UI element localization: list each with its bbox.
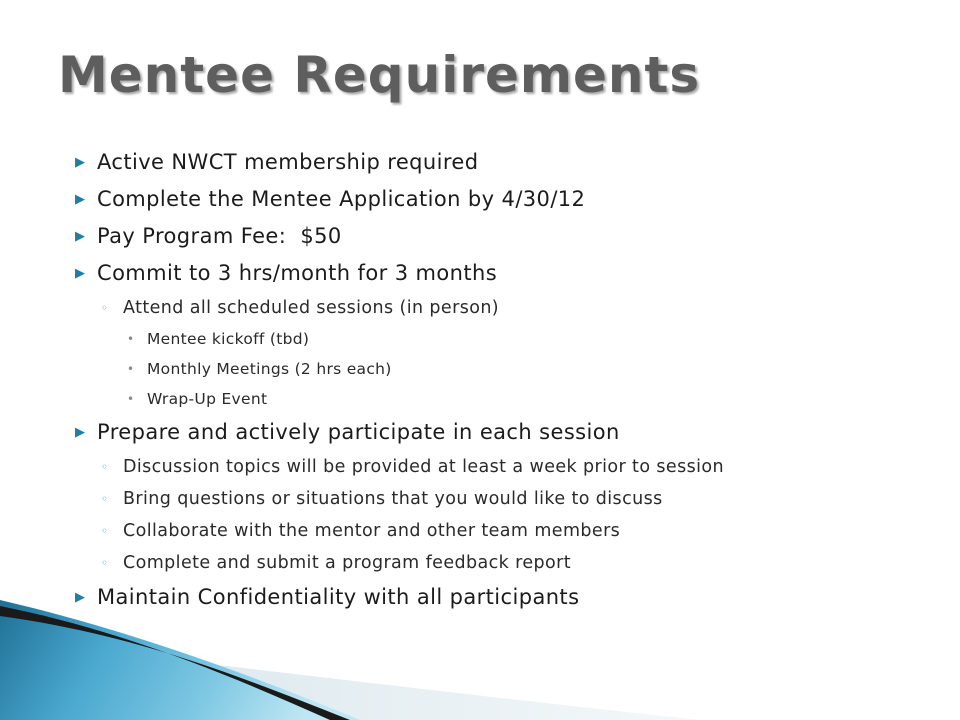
arrow-bullet-icon: ▶ <box>75 425 86 440</box>
bullet-item <box>75 579 935 616</box>
sub-bullet-item <box>75 547 935 579</box>
sub-sub-bullet-item <box>75 354 935 384</box>
arrow-bullet-icon: ▶ <box>75 155 86 170</box>
bullet-text: Monthly Meetings (2 hrs each) <box>147 360 392 378</box>
bullet-text: Prepare and actively participate in each session <box>97 420 620 444</box>
arrow-bullet-icon: ▶ <box>75 229 86 244</box>
slide-title: Mentee Requirements <box>58 46 701 104</box>
dot-bullet-icon: • <box>127 362 135 376</box>
circle-bullet-icon: ◦ <box>101 492 109 506</box>
bullet-text: Wrap-Up Event <box>147 390 268 408</box>
arrow-bullet-icon: ▶ <box>75 590 86 605</box>
bullet-text: Discussion topics will be provided at least a week prior to session <box>123 457 724 477</box>
bullet-item <box>75 255 935 292</box>
bullet-text: Active NWCT membership required <box>97 150 479 174</box>
bullet-text: Maintain Confidentiality with all participants <box>97 585 580 609</box>
bullet-text: Collaborate with the mentor and other team members <box>123 521 621 541</box>
bullet-item <box>75 144 935 181</box>
bullet-item <box>75 181 935 218</box>
arrow-bullet-icon: ▶ <box>75 192 86 207</box>
sub-bullet-item <box>75 292 935 324</box>
arrow-bullet-icon: ▶ <box>75 266 86 281</box>
sub-sub-bullet-item <box>75 384 935 414</box>
bullet-text: Complete the Mentee Application by 4/30/12 <box>97 187 586 211</box>
sub-sub-bullet-item <box>75 324 935 354</box>
bullet-text: Commit to 3 hrs/month for 3 months <box>97 261 498 285</box>
bullet-text: Mentee kickoff (tbd) <box>147 330 310 348</box>
circle-bullet-icon: ◦ <box>101 460 109 474</box>
dot-bullet-icon: • <box>127 392 135 406</box>
sub-bullet-item <box>75 451 935 483</box>
bullet-list <box>75 144 935 616</box>
bullet-text: Pay Program Fee: $50 <box>97 224 342 248</box>
bullet-text: Bring questions or situations that you would like to discuss <box>123 489 663 509</box>
sub-bullet-item <box>75 483 935 515</box>
sub-bullet-item <box>75 515 935 547</box>
circle-bullet-icon: ◦ <box>101 301 109 315</box>
circle-bullet-icon: ◦ <box>101 524 109 538</box>
circle-bullet-icon: ◦ <box>101 556 109 570</box>
bullet-item <box>75 218 935 255</box>
bullet-text: Complete and submit a program feedback report <box>123 553 571 573</box>
bullet-text: Attend all scheduled sessions (in person) <box>123 298 500 318</box>
bullet-item <box>75 414 935 451</box>
dot-bullet-icon: • <box>127 332 135 346</box>
